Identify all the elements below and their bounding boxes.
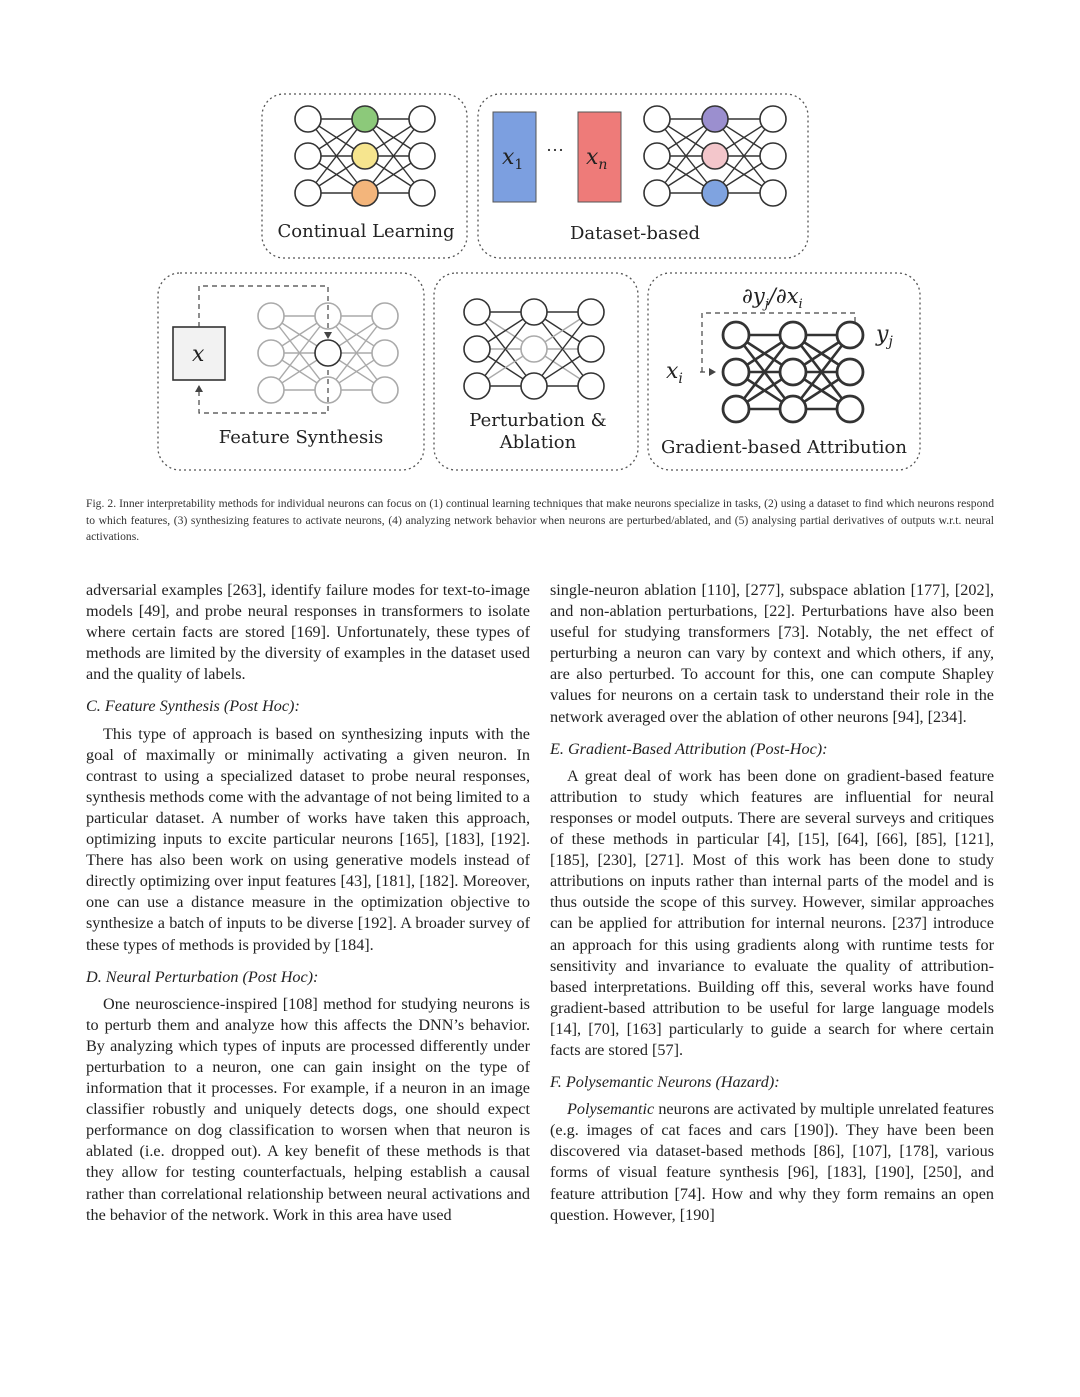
neuron-node [464, 373, 490, 399]
neuron-node [760, 143, 786, 169]
network-continual-learning [295, 106, 435, 206]
neuron-node [295, 106, 321, 132]
figure-interpretability-methods [0, 0, 1080, 490]
neuron-node [760, 106, 786, 132]
label-perturbation-line2: Ablation [499, 432, 577, 453]
neuron-node [258, 303, 284, 329]
neuron-node [837, 322, 863, 348]
neuron-node [578, 299, 604, 325]
network-gradient-attribution [723, 322, 863, 422]
left-column [86, 580, 530, 1226]
label-continual-learning: Continual Learning [277, 221, 455, 242]
neuron-node [723, 359, 749, 385]
neuron-node [702, 180, 728, 206]
neuron-node [644, 106, 670, 132]
neuron-node [702, 106, 728, 132]
neuron-node [352, 143, 378, 169]
neuron-node [372, 303, 398, 329]
neuron-node [644, 143, 670, 169]
neuron-node [780, 396, 806, 422]
neuron-node [409, 106, 435, 132]
neuron-node [837, 359, 863, 385]
xn-symbol: $x_n$ [586, 145, 608, 173]
section-heading-f: F. Polysemantic Neurons (Hazard): [550, 1073, 780, 1092]
neuron-node [723, 396, 749, 422]
x-symbol: x [192, 342, 205, 367]
neuron-node [464, 299, 490, 325]
label-feature-synthesis: Feature Synthesis [218, 427, 384, 448]
neuron-node [258, 340, 284, 366]
right-column [550, 580, 994, 1226]
neuron-node [372, 340, 398, 366]
neuron-node [464, 336, 490, 362]
neuron-node [409, 143, 435, 169]
neuron-node [352, 106, 378, 132]
paragraph-gradient-attribution: A great deal of work has been done on gradient-based feature attribution to study which features are influential for neural responses or model outputs. There are several surveys and critiques of these methods in particular [4], [15], [64], [66], [85], [121], [185], [230], [271]. Most of this work has been done to study attributions on inputs rather than internal parts of the model and is thus outside the scope of this survey. However, similar approaches can be applied for attribution for internal neurons. [237] introduce an approach for this using gradients along with runtime tests for sensitivity and invariance to evaluate the quality of attribution-based interpretations. Building off this, several works have found gradient-based attribution to be useful for large language models [14], [70], [163] particularly to guide a search for where certain facts are stored [57]. [550, 766, 994, 1059]
neuron-node [760, 180, 786, 206]
paragraph-polysemantic [550, 1099, 994, 1226]
neuron-node [521, 299, 547, 325]
label-gradient-attribution: Gradient-based Attribution [661, 437, 907, 458]
ellipsis: ··· [546, 140, 564, 160]
neuron-node [258, 377, 284, 403]
partial-derivative-label: $\partial y_j/\partial x_i$ [742, 284, 803, 312]
paragraph-polysemantic-body: neurons are activated by multiple unrelated features (e.g. images of cat faces and cars [190]). They have been been discovered via dataset-based methods [86], [107], [178], various forms of visual feature synthesis [96], [183], [190], [250], and feature attribution [74]. How and why they form remains an open question. However, [190] [550, 1100, 994, 1224]
figure-caption: Fig. 2. Inner interpretability methods for individual neurons can focus on (1) continual learning techniques that make neurons specialize in tasks, (2) using a dataset to find which neurons respond to which features, (3) synthesizing features to activate neurons, (4) analyzing network behavior when neurons are perturbed/ablated, and (5) analysing partial derivatives of outputs w.r.t. neural activations. [86, 497, 994, 544]
neuron-node [578, 373, 604, 399]
neuron-node [837, 396, 863, 422]
neuron-node [723, 322, 749, 348]
paragraph-neural-perturbation: One neuroscience-inspired [108] method for studying neurons is to perturb them and analyze how this affects the DNN’s behavior. By analyzing which types of inputs are processed differently under perturbation to a neuron, one can gain insight on the type of information that it processes. For example, if a neuron in an image classifier robustly and uniquely detects dogs, one should expect performance on dog classification to worsen when that neuron is ablated (i.e. dropped out). A key benefit of these methods is that they allow for testing counterfactuals, helping establish a causal rather than correlational relationship between neural activations and the behavior of the network. Work in this area have used [86, 994, 530, 1224]
section-heading-e: E. Gradient-Based Attribution (Post-Hoc): [550, 739, 828, 758]
neuron-node [315, 340, 341, 366]
network-perturbation [464, 299, 604, 399]
neuron-node [372, 377, 398, 403]
paragraph-feature-synthesis: This type of approach is based on synthesizing inputs with the goal of maximally or minimally activating a given neuron. In contrast to using a specialized dataset to probe neural responses, synthesis methods come with the advantage of not being limited to a particular dataset. A number of works have taken this approach, optimizing inputs to excite particular neurons [165], [183], [192]. There has also been work on using generative models instead of directly optimizing over input features [43], [181], [182]. Moreover, one can use a distance measure in the optimization objective to synthesize a batch of inputs to be diverse [192]. A broader survey of these types of methods is provided by [184]. [86, 724, 530, 954]
label-perturbation-line1: Perturbation & [469, 410, 607, 431]
label-dataset-based: Dataset-based [570, 223, 700, 244]
neuron-node [409, 180, 435, 206]
network-dataset-based [644, 106, 786, 206]
neuron-node [702, 143, 728, 169]
neuron-node [521, 336, 547, 362]
neuron-node [780, 359, 806, 385]
paragraph-intro-left: adversarial examples [263], identify failure modes for text-to-image models [49], and probe neural responses in transformers to isolate where certain facts are stored [169]. Unfortunately, these types of methods are limited by the diversity of examples in the dataset used and the quality of labels. [86, 581, 530, 684]
neuron-node [295, 180, 321, 206]
neuron-node [578, 336, 604, 362]
neuron-node [521, 373, 547, 399]
neuron-node [352, 180, 378, 206]
neuron-node [780, 322, 806, 348]
neuron-node [295, 143, 321, 169]
term-polysemantic: Polysemantic [567, 1100, 655, 1119]
paragraph-intro-right: single-neuron ablation [110], [277], subspace ablation [177], [202], and non-ablation perturbations, [22]. Perturbations have also been useful for studying transformers [73]. Notably, the net effect of perturbing a neuron can vary by context and which others, if any, are also perturbed. To account for this, one can compute Shapley values for neurons on a certain task to understand their role in the network averaged over the ablation of other neurons [94], [234]. [550, 581, 994, 726]
xi-symbol: $x_i$ [666, 359, 683, 387]
x1-symbol: $x_1$ [502, 145, 524, 173]
section-heading-d: D. Neural Perturbation (Post Hoc): [86, 967, 319, 986]
neuron-node [644, 180, 670, 206]
yj-symbol: $y_j$ [876, 322, 893, 350]
section-heading-c: C. Feature Synthesis (Post Hoc): [86, 697, 300, 716]
